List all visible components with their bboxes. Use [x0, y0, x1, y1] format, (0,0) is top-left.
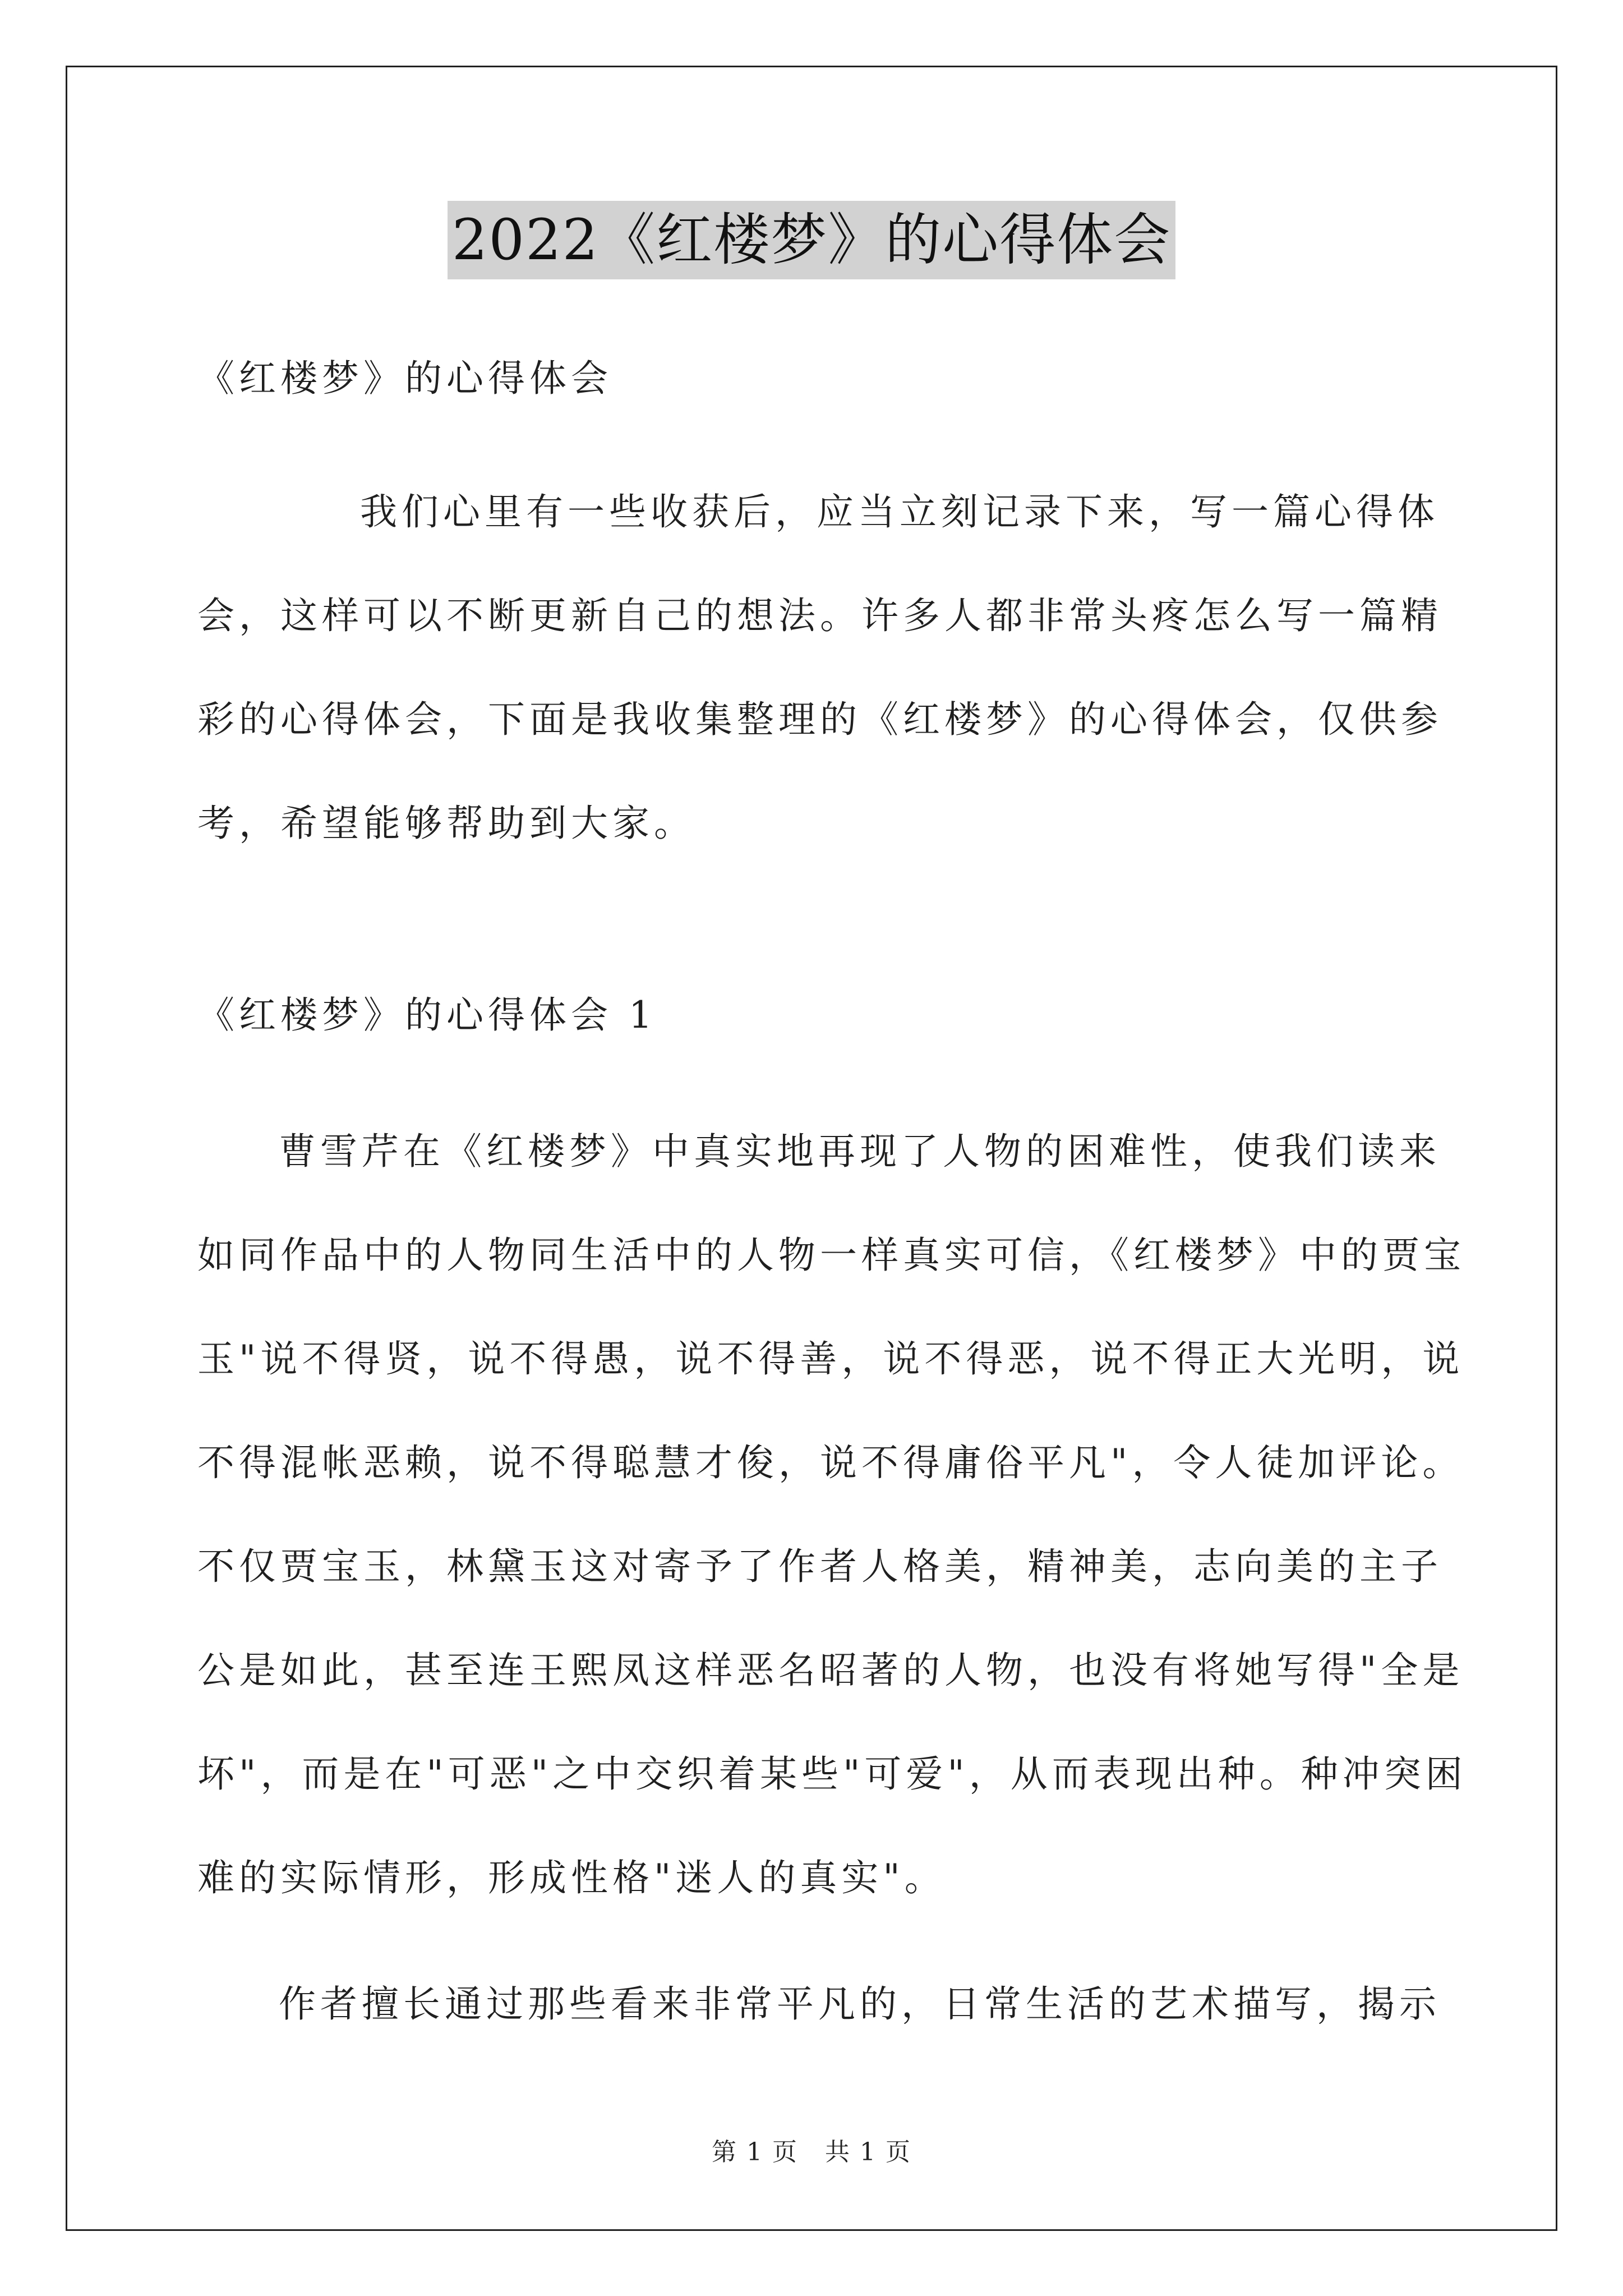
intro-line: 彩的心得体会，下面是我收集整理的《红楼梦》的心得体会，仅供参 — [197, 698, 1442, 741]
paragraph-line: 玉"说不得贤，说不得愚，说不得善，说不得恶，说不得正大光明，说 — [197, 1337, 1464, 1381]
intro-line: 考，希望能够帮助到大家。 — [197, 802, 695, 845]
body-paragraph-2 — [197, 1952, 1441, 2056]
document-title: 2022《红楼梦》的心得体会 — [448, 201, 1176, 279]
paragraph-line: 曹雪芹在《红楼梦》中真实地再现了人物的困难性，使我们读来 — [279, 1130, 1441, 1173]
paragraph-line: 难的实际情形，形成性格"迷人的真实"。 — [197, 1856, 946, 1899]
title-container — [0, 201, 1623, 279]
document-subtitle: 《红楼梦》的心得体会 — [197, 357, 612, 400]
paragraph-line: 作者擅长通过那些看来非常平凡的，日常生活的艺术描写，揭示 — [279, 1982, 1441, 2026]
intro-line: 会，这样可以不断更新自己的想法。许多人都非常头疼怎么写一篇精 — [197, 594, 1442, 637]
section-heading: 《红楼梦》的心得体会 1 — [197, 993, 657, 1037]
paragraph-line: 不仅贾宝玉，林黛玉这对寄予了作者人格美，精神美，志向美的主子 — [197, 1545, 1442, 1588]
paragraph-line: 公是如此，甚至连王熙凤这样恶名昭著的人物，也没有将她写得"全是 — [197, 1649, 1464, 1692]
body-paragraph-1 — [197, 1099, 1467, 1930]
paragraph-line: 如同作品中的人物同生活中的人物一样真实可信，《红楼梦》中的贾宝 — [197, 1234, 1465, 1277]
intro-line: 我们心里有一些收获后，应当立刻记录下来，写一篇心得体 — [360, 490, 1439, 533]
page-footer: 第 1 页 共 1 页 — [712, 2138, 911, 2166]
paragraph-line: 坏"，而是在"可恶"之中交织着某些"可爱"，从而表现出种。种冲突困 — [197, 1752, 1467, 1796]
paragraph-line: 不得混帐恶赖，说不得聪慧才俊，说不得庸俗平凡"，令人徒加评论。 — [197, 1441, 1464, 1484]
intro-paragraph — [197, 460, 1442, 875]
